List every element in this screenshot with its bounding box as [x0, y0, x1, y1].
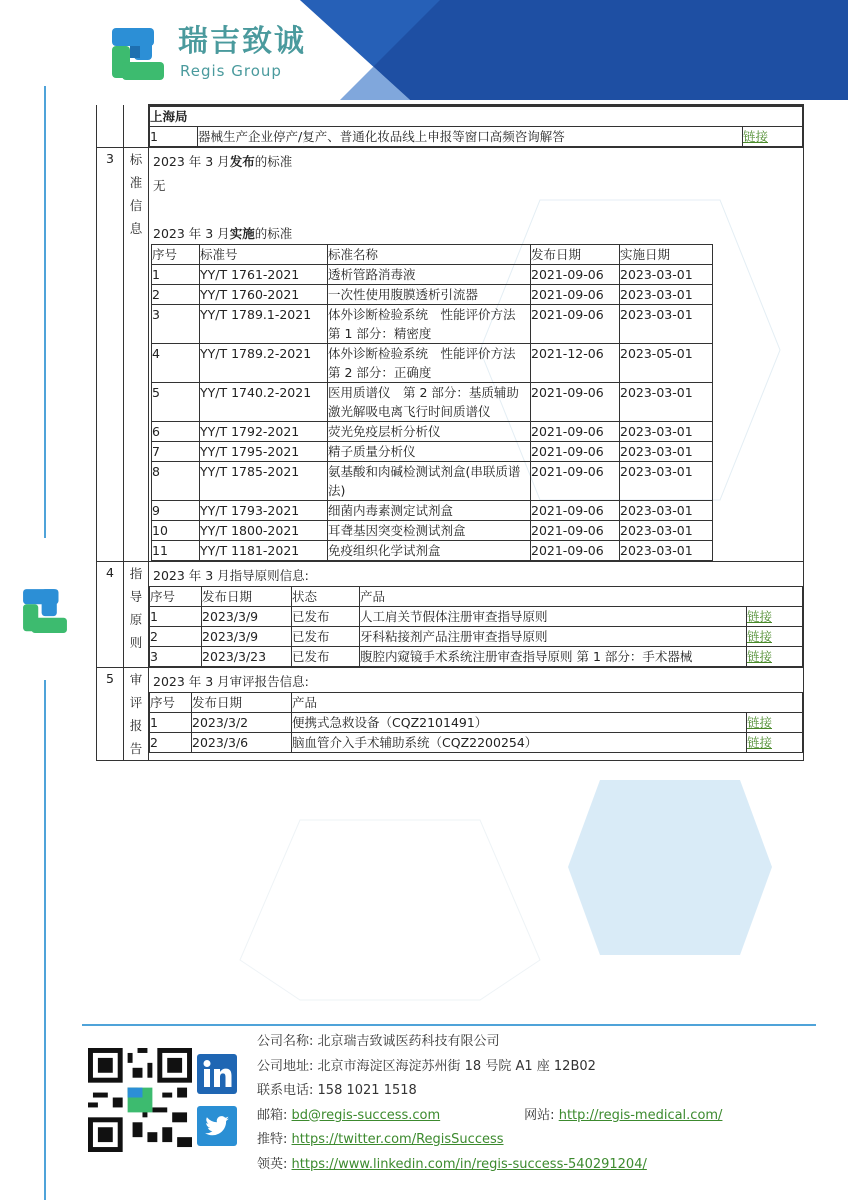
- section-prev-row: [97, 105, 804, 148]
- standard-number: YY/T 1181-2021: [200, 541, 328, 561]
- footer-divider: [82, 1024, 816, 1026]
- twitter-icon[interactable]: [197, 1106, 237, 1146]
- publish-date: 2023/3/2: [192, 713, 292, 733]
- row-no: 6: [152, 422, 200, 442]
- standard-number: YY/T 1761-2021: [200, 265, 328, 285]
- guidelines-table: [149, 586, 803, 667]
- product-name: 脑血管介入手术辅助系统（CQZ2200254）: [292, 733, 747, 753]
- row-link[interactable]: 链接: [746, 609, 772, 624]
- table-row: [150, 733, 803, 753]
- published-none: 无: [153, 178, 166, 193]
- publish-date: 2021-09-06: [531, 521, 620, 541]
- linkedin-line: 领英: https://www.linkedin.com/in/regis-success-540291204/: [257, 1156, 647, 1172]
- standard-number: YY/T 1740.2-2021: [200, 383, 328, 422]
- implement-date: 2023-03-01: [620, 541, 713, 561]
- company-line: 公司名称: 北京瑞吉致诚医药科技有限公司: [257, 1034, 500, 1049]
- section-category: 标 准 信 息: [124, 148, 149, 562]
- table-row: [152, 422, 713, 442]
- row-no: 1: [150, 127, 198, 147]
- table-row: [152, 501, 713, 521]
- row-no: 1: [150, 713, 192, 733]
- standard-name: 耳聋基因突变检测试剂盒: [328, 521, 531, 541]
- table-header-row: 序号 标准号 标准名称 发布日期 实施日期: [152, 245, 713, 265]
- publish-date: 2023/3/23: [202, 647, 292, 667]
- product-name: 牙科粘接剂产品注册审查指导原则: [360, 627, 747, 647]
- table-header-row: 序号 发布日期 状态 产品: [150, 587, 803, 607]
- implement-date: 2023-05-01: [620, 344, 713, 383]
- section-number: 3: [97, 148, 124, 562]
- row-no: 7: [152, 442, 200, 462]
- address-line: 公司地址: 北京市海淀区海淀苏州街 18 号院 A1 座 12B02: [257, 1058, 596, 1074]
- review-reports-table: [149, 692, 803, 753]
- published-standards-title: 2023 年 3 月发布的标准: [153, 154, 293, 169]
- publish-date: 2023/3/9: [202, 607, 292, 627]
- standard-number: YY/T 1789.2-2021: [200, 344, 328, 383]
- implement-date: 2023-03-01: [620, 285, 713, 305]
- implement-date: 2023-03-01: [620, 383, 713, 422]
- standard-name: 细菌内毒素测定试剂盒: [328, 501, 531, 521]
- row-link[interactable]: 链接: [746, 735, 772, 750]
- standard-number: YY/T 1800-2021: [200, 521, 328, 541]
- phone-number: 158 1021 1518: [317, 1083, 417, 1098]
- section-4-row: [97, 562, 804, 668]
- status: 已发布: [292, 647, 360, 667]
- table-row: [152, 383, 713, 422]
- implement-date: 2023-03-01: [620, 422, 713, 442]
- status: 已发布: [292, 607, 360, 627]
- left-margin-line-top: [44, 86, 46, 538]
- standard-number: YY/T 1792-2021: [200, 422, 328, 442]
- email-line: 邮箱: bd@regis-success.com 网站: http://regis-medical.com/: [257, 1107, 723, 1123]
- table-row: [152, 541, 713, 561]
- row-no: 9: [152, 501, 200, 521]
- standard-name: 免疫组织化学试剂盒: [328, 541, 531, 561]
- prev-inner-table: [149, 105, 803, 147]
- left-margin-line-bottom: [44, 680, 46, 1200]
- linkedin-icon[interactable]: [197, 1054, 237, 1094]
- row-link[interactable]: 链接: [742, 129, 768, 144]
- regis-logo-icon: [106, 24, 170, 84]
- implement-date: 2023-03-01: [620, 521, 713, 541]
- status: 已发布: [292, 627, 360, 647]
- side-logo-icon: [18, 583, 72, 639]
- section-number: 4: [97, 562, 124, 668]
- standard-name: 荧光免疫层析分析仪: [328, 422, 531, 442]
- standard-number: YY/T 1793-2021: [200, 501, 328, 521]
- row-no: 2: [150, 733, 192, 753]
- standard-name: 医用质谱仪 第 2 部分：基质辅助激光解吸电离飞行时间质谱仪: [328, 383, 531, 422]
- table-row: [150, 713, 803, 733]
- implement-date: 2023-03-01: [620, 265, 713, 285]
- row-no: 2: [150, 627, 202, 647]
- standards-table: [151, 244, 713, 561]
- table-row: [152, 442, 713, 462]
- table-row: [152, 344, 713, 383]
- section-5-row: [97, 668, 804, 761]
- row-no: 8: [152, 462, 200, 501]
- implemented-standards-title: 2023 年 3 月实施的标准: [153, 226, 293, 241]
- row-no: 11: [152, 541, 200, 561]
- row-no: 4: [152, 344, 200, 383]
- brand-name-cn: 瑞吉致诚: [178, 24, 306, 59]
- twitter-link[interactable]: https://twitter.com/RegisSuccess: [291, 1132, 504, 1147]
- standard-name: 一次性使用腹膜透析引流器: [328, 285, 531, 305]
- review-reports-title: 2023 年 3 月审评报告信息:: [153, 674, 309, 689]
- publish-date: 2021-09-06: [531, 501, 620, 521]
- publish-date: 2023/3/6: [192, 733, 292, 753]
- content-table: [96, 104, 804, 761]
- table-row: [150, 647, 803, 667]
- standard-number: YY/T 1795-2021: [200, 442, 328, 462]
- standard-name: 体外诊断检验系统 性能评价方法 第 2 部分：正确度: [328, 344, 531, 383]
- implement-date: 2023-03-01: [620, 442, 713, 462]
- product-name: 便携式急救设备（CQZ2101491）: [292, 713, 747, 733]
- product-name: 人工肩关节假体注册审查指导原则: [360, 607, 747, 627]
- publish-date: 2021-12-06: [531, 344, 620, 383]
- row-no: 2: [152, 285, 200, 305]
- qr-code-icon: [88, 1048, 192, 1152]
- implement-date: 2023-03-01: [620, 462, 713, 501]
- section-category: 指 导 原 则: [124, 562, 149, 668]
- section-number: 5: [97, 668, 124, 761]
- table-header-row: 序号 发布日期 产品: [150, 693, 803, 713]
- row-no: 1: [152, 265, 200, 285]
- publish-date: 2021-09-06: [531, 541, 620, 561]
- publish-date: 2021-09-06: [531, 285, 620, 305]
- publish-date: 2021-09-06: [531, 442, 620, 462]
- linkedin-link[interactable]: https://www.linkedin.com/in/regis-success-540291204/: [291, 1156, 647, 1172]
- publish-date: 2021-09-06: [531, 383, 620, 422]
- standard-number: YY/T 1785-2021: [200, 462, 328, 501]
- row-no: 5: [152, 383, 200, 422]
- product-name: 腹腔内窥镜手术系统注册审查指导原则 第 1 部分：手术器械: [360, 647, 747, 667]
- standard-number: YY/T 1789.1-2021: [200, 305, 328, 344]
- footer-contact-info: [257, 1030, 722, 1177]
- table-row: [150, 127, 803, 147]
- publish-date: 2021-09-06: [531, 422, 620, 442]
- implement-date: 2023-03-01: [620, 501, 713, 521]
- publish-date: 2023/3/9: [202, 627, 292, 647]
- row-no: 3: [152, 305, 200, 344]
- table-row: [152, 521, 713, 541]
- standard-name: 精子质量分析仪: [328, 442, 531, 462]
- table-row: [152, 265, 713, 285]
- row-link[interactable]: 链接: [746, 629, 772, 644]
- publish-date: 2021-09-06: [531, 265, 620, 285]
- table-row: [150, 627, 803, 647]
- section-category: 审 评 报 告: [124, 668, 149, 761]
- table-row: [152, 462, 713, 501]
- header-banner: [300, 0, 848, 100]
- phone-line: 联系电话: 158 1021 1518: [257, 1083, 417, 1098]
- standard-name: 透析管路消毒液: [328, 265, 531, 285]
- row-no: 10: [152, 521, 200, 541]
- publish-date: 2021-09-06: [531, 305, 620, 344]
- brand-name-en: Regis Group: [180, 62, 282, 80]
- publish-date: 2021-09-06: [531, 462, 620, 501]
- table-row: [152, 305, 713, 344]
- row-text: 器械生产企业停产/复产、普通化妆品线上申报等窗口高频咨询解答: [198, 127, 743, 147]
- company-address: 北京市海淀区海淀苏州街 18 号院 A1 座 12B02: [317, 1058, 596, 1074]
- company-name: 北京瑞吉致诚医药科技有限公司: [317, 1034, 500, 1049]
- row-no: 1: [150, 607, 202, 627]
- email-link[interactable]: bd@regis-success.com: [291, 1107, 441, 1123]
- website-link[interactable]: http://regis-medical.com/: [558, 1107, 723, 1123]
- standard-name: 体外诊断检验系统 性能评价方法 第 1 部分：精密度: [328, 305, 531, 344]
- table-row: [152, 285, 713, 305]
- standard-number: YY/T 1760-2021: [200, 285, 328, 305]
- section-3-row: [97, 148, 804, 562]
- subheader-shanghai: 上海局: [150, 106, 803, 127]
- standard-name: 氨基酸和肉碱检测试剂盒(串联质谱法): [328, 462, 531, 501]
- row-link[interactable]: 链接: [746, 649, 772, 664]
- table-row: [150, 607, 803, 627]
- twitter-line: 推特: https://twitter.com/RegisSuccess: [257, 1132, 504, 1147]
- row-link[interactable]: 链接: [746, 715, 772, 730]
- implement-date: 2023-03-01: [620, 305, 713, 344]
- guidelines-title: 2023 年 3 月指导原则信息:: [153, 568, 309, 583]
- row-no: 3: [150, 647, 202, 667]
